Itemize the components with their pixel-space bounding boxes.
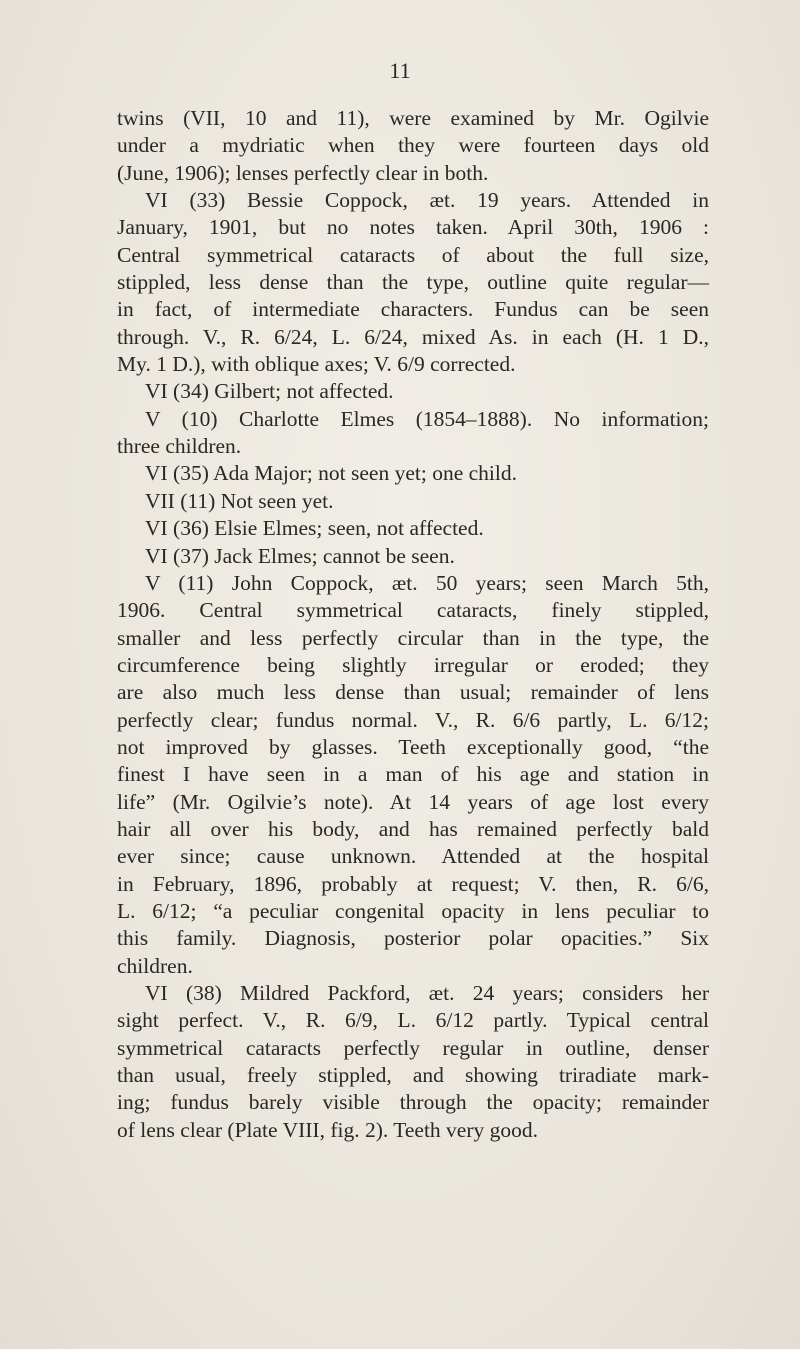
text-line: symmetrical cataracts perfectly regular in outline, denser [117, 1035, 709, 1060]
text-line: VI (37) Jack Elmes; cannot be seen. [145, 543, 455, 568]
text-line: ing; fundus barely visible through the opacity; remainder [117, 1090, 709, 1115]
text-line: Central symmetrical cataracts of about the full size, [117, 242, 709, 267]
text-line: finest I have seen in a man of his age and station in [117, 762, 709, 787]
text-line: (June, 1906); lenses perfectly clear in both. [117, 160, 489, 185]
text-line: L. 6/12; “a peculiar congenital opacity in lens peculiar to [117, 898, 709, 923]
text-line: VI (34) Gilbert; not affected. [145, 379, 394, 404]
text-line: through. V., R. 6/24, L. 6/24, mixed As. in each (H. 1 D., [117, 324, 709, 349]
text-line: V (10) Charlotte Elmes (1854–1888). No information; [145, 406, 709, 431]
text-line: are also much less dense than usual; remainder of lens [117, 680, 709, 705]
page-number: 11 [389, 58, 411, 83]
text-line: VI (36) Elsie Elmes; seen, not affected. [145, 516, 484, 541]
text-line: VII (11) Not seen yet. [145, 488, 334, 513]
text-line: hair all over his body, and has remained perfectly bald [117, 816, 709, 841]
text-line: stippled, less dense than the type, outline quite regular— [117, 270, 709, 295]
text-line: in fact, of intermediate characters. Fundus can be seen [117, 297, 709, 322]
text-line: My. 1 D.), with oblique axes; V. 6/9 corrected. [117, 352, 516, 377]
text-line: in February, 1896, probably at request; V. then, R. 6/6, [117, 871, 709, 896]
body-text [117, 105, 709, 1144]
text-line: of lens clear (Plate VIII, fig. 2). Teeth very good. [117, 1117, 538, 1142]
text-line: twins (VII, 10 and 11), were examined by Mr. Ogilvie [117, 106, 709, 130]
text-line: VI (35) Ada Major; not seen yet; one child. [145, 461, 517, 486]
text-line: not improved by glasses. Teeth exceptionally good, “the [117, 734, 709, 759]
text-line: life” (Mr. Ogilvie’s note). At 14 years of age lost every [117, 789, 709, 814]
text-line: smaller and less perfectly circular than in the type, the [117, 625, 709, 650]
text-line: ever since; cause unknown. Attended at the hospital [117, 844, 709, 869]
text-line: V (11) John Coppock, æt. 50 years; seen March 5th, [145, 570, 709, 595]
text-line: VI (38) Mildred Packford, æt. 24 years; considers her [145, 981, 709, 1005]
text-line: 1906. Central symmetrical cataracts, finely stippled, [117, 598, 709, 623]
text-line: than usual, freely stippled, and showing triradiate mark- [117, 1063, 709, 1088]
text-line: January, 1901, but no notes taken. April 30th, 1906 : [117, 215, 709, 240]
text-line: this family. Diagnosis, posterior polar opacities.” Six [117, 926, 709, 951]
text-line: perfectly clear; fundus normal. V., R. 6/6 partly, L. 6/12; [117, 707, 709, 732]
text-line: three children. [117, 434, 242, 459]
text-line: VI (33) Bessie Coppock, æt. 19 years. Attended in [145, 188, 709, 213]
text-line: circumference being slightly irregular or eroded; they [117, 652, 709, 677]
text-line: sight perfect. V., R. 6/9, L. 6/12 partly. Typical central [117, 1008, 709, 1033]
text-line: under a mydriatic when they were fourteen days old [117, 133, 709, 158]
text-line: children. [117, 953, 193, 978]
